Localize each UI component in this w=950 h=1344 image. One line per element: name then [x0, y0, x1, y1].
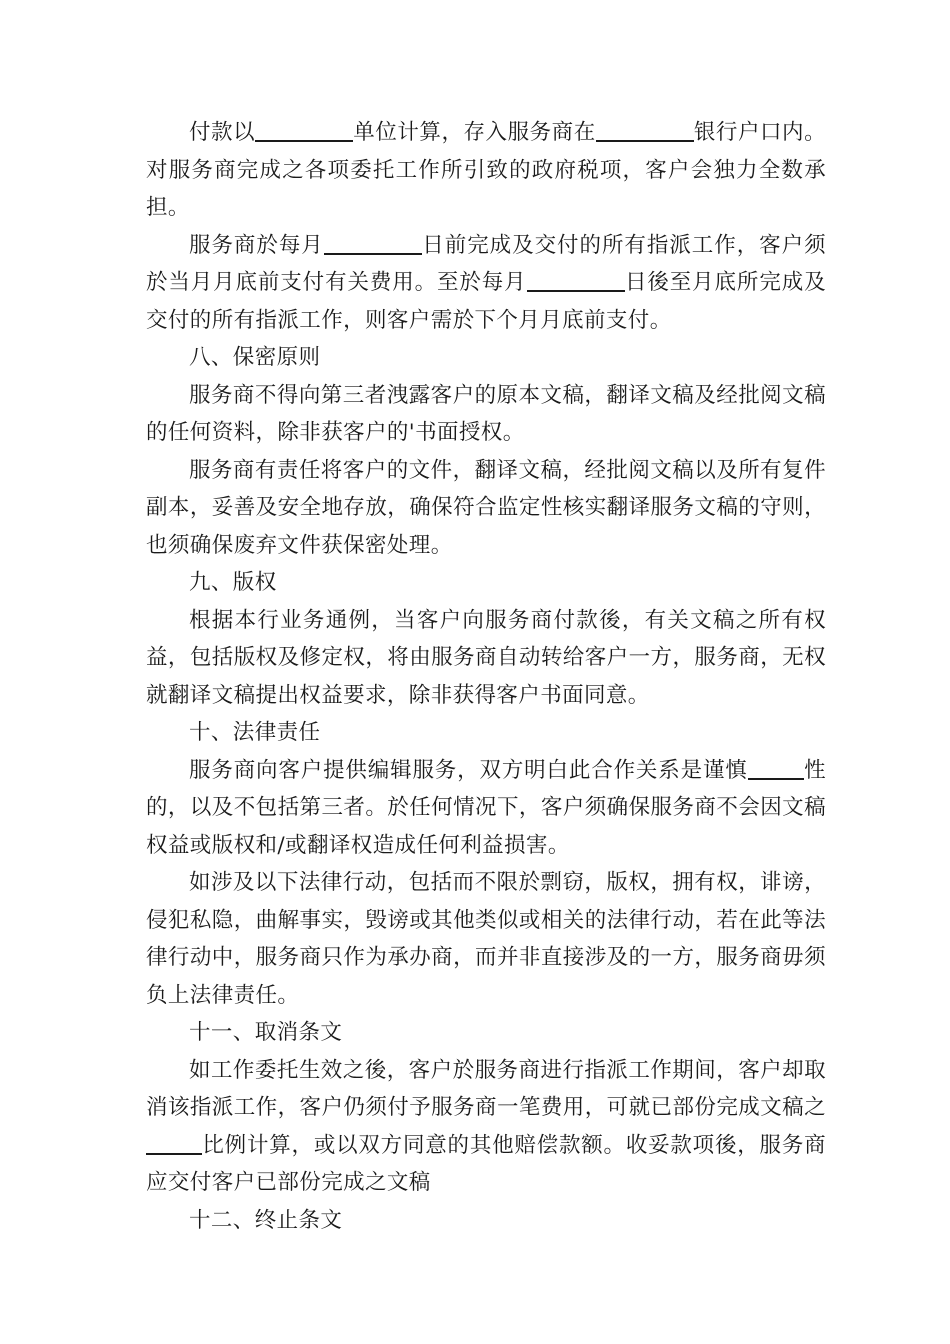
blank-line — [596, 118, 694, 142]
text-run: 比例计算，或以双方同意的其他赔偿款额。收妥款项後，服务商应交付客户已部份完成之文稿 — [146, 1132, 826, 1195]
text-run: 性的，以及不包括第三者。於任何情况下，客户须确保服务商不会因文稿权益或版权和/或翻译权造成任何利益损害。 — [146, 757, 826, 858]
section-heading-cancellation: 十一、取消条文 — [189, 1020, 343, 1045]
document-body — [146, 114, 826, 1239]
blank-line — [527, 268, 625, 292]
blank-line — [146, 1131, 202, 1155]
text-run: 服务商於每月 — [189, 232, 324, 258]
blank-line — [748, 756, 804, 780]
text-run: 服务商向客户提供编辑服务，双方明白此合作关系是谨慎 — [189, 757, 748, 783]
text-run: 如工作委托生效之後，客户於服务商进行指派工作期间，客户却取消该指派工作，客户仍须付予服务商一笔费用，可就已部份完成文稿之 — [146, 1057, 826, 1120]
section-heading-legal-liability: 十、法律责任 — [189, 720, 321, 745]
confidentiality-paragraph-2: 服务商有责任将客户的文件，翻译文稿，经批阅文稿以及所有复件副本，妥善及安全地存放，确保符合监定性核实翻译服务文稿的守则，也须确保废弃文件获保密处理。 — [146, 457, 826, 558]
text-run: 单位计算，存入服务商在 — [353, 120, 596, 145]
text-run: 付款以 — [189, 120, 256, 145]
legal-liability-paragraph-1 — [146, 752, 826, 865]
text-run: 日後至月底所完成及交付的所有指派工作，则客户需於下个月月底前支付。 — [146, 270, 826, 333]
section-heading-copyright: 九、版权 — [189, 570, 277, 595]
text-run: 日前完成及交付的所有指派工作，客户须於当月月底前支付有关费用。至於每月 — [146, 232, 826, 295]
payment-paragraph — [146, 114, 826, 227]
legal-liability-paragraph-2: 如涉及以下法律行动，包括而不限於剽窃，版权，拥有权，诽谤，侵犯私隐，曲解事实，毁谤或其他类似或相关的法律行动，若在此等法律行动中，服务商只作为承办商，而并非直接涉及的一方，服务商毋须负上法律责任。 — [146, 870, 826, 1008]
blank-line — [324, 231, 422, 255]
copyright-paragraph: 根据本行业务通例，当客户向服务商付款後，有关文稿之所有权益，包括版权及修定权，将由服务商自动转给客户一方，服务商，无权就翻译文稿提出权益要求，除非获得客户书面同意。 — [146, 607, 826, 708]
section-heading-termination: 十二、终止条文 — [189, 1207, 343, 1233]
cancellation-paragraph — [146, 1052, 826, 1202]
payment-deadline-paragraph — [146, 227, 826, 340]
text-run: 银行户口内。对服务商完成之各项委托工作所引致的政府税项，客户会独力全数承担。 — [146, 120, 827, 220]
confidentiality-paragraph-1: 服务商不得向第三者洩露客户的原本文稿，翻译文稿及经批阅文稿的任何资料，除非获客户的'书面授权。 — [146, 382, 826, 445]
blank-line — [255, 118, 353, 142]
section-heading-confidentiality: 八、保密原则 — [189, 345, 321, 370]
